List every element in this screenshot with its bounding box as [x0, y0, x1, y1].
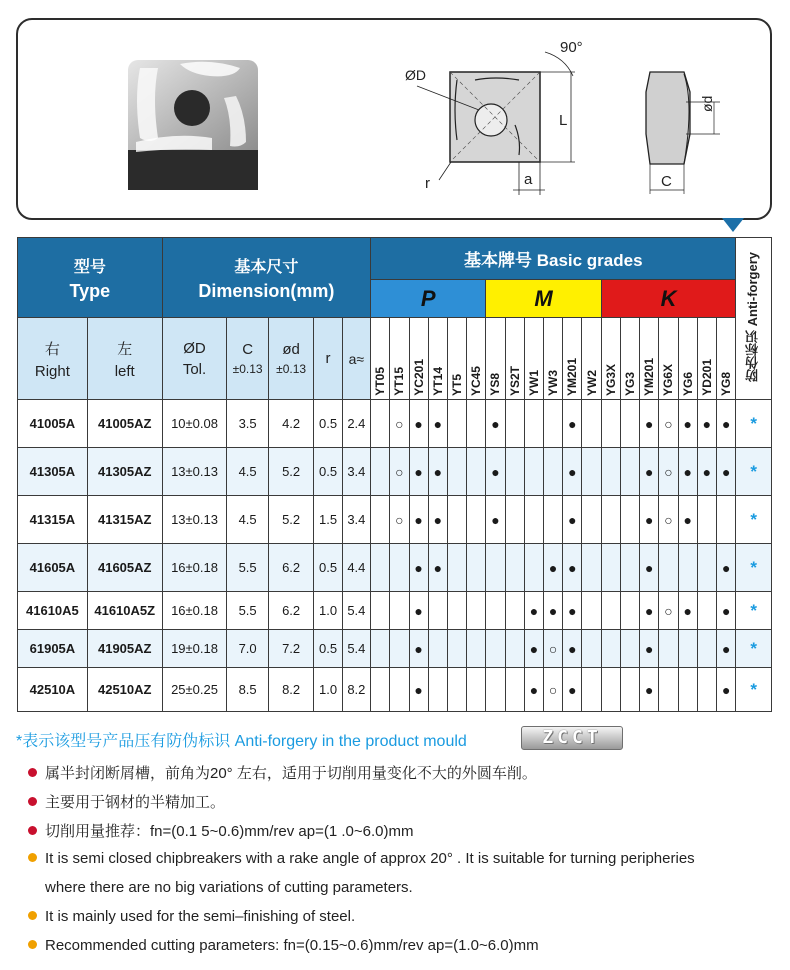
grade-mark: ●: [697, 448, 716, 496]
cell-d-tol: 16±0.18: [162, 544, 227, 592]
cell-a: 5.4: [342, 592, 370, 630]
grade-mark: ●: [409, 544, 428, 592]
grade-mark: [467, 668, 486, 712]
c-label: C: [661, 173, 672, 190]
cell-left-code: 41605AZ: [87, 544, 162, 592]
r-label: r: [425, 175, 430, 192]
cell-c: 5.5: [227, 544, 268, 592]
table-header-row-3: [18, 318, 772, 400]
grade-mark: [601, 630, 620, 668]
cell-d-tol: 10±0.08: [162, 400, 227, 448]
col-r: r: [314, 318, 342, 400]
cell-small-d: 6.2: [268, 592, 314, 630]
col-small-d: ød ±0.13: [268, 318, 314, 400]
grade-mark: [620, 496, 639, 544]
cell-left-code: 41905AZ: [87, 630, 162, 668]
bullet-text: 切削用量推荐：fn=(0.1 5~0.6)mm/rev ap=(1 .0~6.0)mm: [45, 823, 414, 840]
anti-forgery-header: 防伪标识 Anti-forgery: [736, 238, 772, 400]
bullet-dot-icon: [28, 940, 37, 949]
grade-mark: ●: [524, 630, 543, 668]
cell-a: 8.2: [342, 668, 370, 712]
grade-col-yt05: YT05: [371, 318, 390, 400]
grade-col-yt5: YT5: [447, 318, 466, 400]
cell-d-tol: 19±0.18: [162, 630, 227, 668]
grade-mark: ○: [390, 496, 409, 544]
grade-mark: [717, 496, 736, 544]
col-c: C ±0.13: [227, 318, 268, 400]
table-row: [18, 544, 772, 592]
grade-mark: [390, 630, 409, 668]
cell-right-code: 42510A: [18, 668, 88, 712]
grade-mark: [678, 544, 697, 592]
cell-left-code: 41005AZ: [87, 400, 162, 448]
grade-mark: [505, 592, 524, 630]
grade-mark: ●: [428, 448, 447, 496]
grade-mark: ○: [544, 668, 563, 712]
grade-mark: ●: [524, 592, 543, 630]
grade-mark: [544, 448, 563, 496]
table-row: [18, 400, 772, 448]
cell-r: 1.5: [314, 496, 342, 544]
cell-c: 7.0: [227, 630, 268, 668]
category-p: P: [371, 280, 486, 318]
cell-small-d: 5.2: [268, 496, 314, 544]
cell-d-tol: 13±0.13: [162, 448, 227, 496]
grade-mark: [659, 668, 678, 712]
grade-mark: ●: [640, 630, 659, 668]
grade-col-yg3x: YG3X: [601, 318, 620, 400]
grade-mark: [582, 400, 601, 448]
grade-mark: [697, 544, 716, 592]
grades-table: [17, 237, 772, 712]
anti-forgery-mark: *: [736, 668, 772, 712]
bullet-dot-icon: [28, 768, 37, 777]
table-row: [18, 496, 772, 544]
bullet-item: [28, 850, 695, 867]
grade-mark: [678, 630, 697, 668]
bullet-dot-icon: [28, 911, 37, 920]
grade-mark: [447, 544, 466, 592]
grade-mark: [371, 592, 390, 630]
grade-mark: ●: [563, 448, 582, 496]
grade-mark: [371, 400, 390, 448]
cell-left-code: 41610A5Z: [87, 592, 162, 630]
grade-mark: [601, 400, 620, 448]
table-header-row-1: [18, 238, 772, 280]
grade-col-ym201: YM201: [640, 318, 659, 400]
cell-small-d: 7.2: [268, 630, 314, 668]
grade-mark: [601, 544, 620, 592]
grade-col-yg6: YG6: [678, 318, 697, 400]
table-row: [18, 668, 772, 712]
grade-mark: [428, 630, 447, 668]
a-label: a: [524, 171, 533, 188]
table-body: [18, 400, 772, 712]
cell-r: 0.5: [314, 448, 342, 496]
pointer-arrow-icon: [722, 218, 744, 232]
grade-mark: ○: [659, 400, 678, 448]
grade-col-yg8: YG8: [717, 318, 736, 400]
bullet-text: It is semi closed chipbreakers with a rake angle of approx 20° . It is suitable for turning peripheries: [45, 850, 695, 867]
cell-a: 3.4: [342, 496, 370, 544]
insert-3d-image: [120, 58, 270, 193]
grade-mark: [697, 592, 716, 630]
cell-right-code: 41005A: [18, 400, 88, 448]
grade-mark: [524, 544, 543, 592]
grade-mark: ○: [659, 496, 678, 544]
cell-d-tol: 16±0.18: [162, 592, 227, 630]
grade-mark: ●: [409, 592, 428, 630]
grade-mark: [697, 668, 716, 712]
cell-c: 8.5: [227, 668, 268, 712]
grade-mark: ●: [409, 668, 428, 712]
grade-col-yg6x: YG6X: [659, 318, 678, 400]
grade-mark: [659, 630, 678, 668]
grade-mark: ●: [640, 448, 659, 496]
grade-mark: [447, 448, 466, 496]
grade-mark: [678, 668, 697, 712]
grade-mark: ●: [678, 448, 697, 496]
grade-mark: ●: [563, 630, 582, 668]
grade-mark: [505, 448, 524, 496]
grade-col-yt15: YT15: [390, 318, 409, 400]
cell-small-d: 4.2: [268, 400, 314, 448]
grade-col-yt14: YT14: [428, 318, 447, 400]
grade-mark: [601, 448, 620, 496]
bullet-text: 属半封闭断屑槽，前角为20° 左右，适用于切削用量变化不大的外圆车削。: [45, 765, 537, 782]
grade-mark: ●: [409, 448, 428, 496]
grade-mark: ●: [697, 400, 716, 448]
grade-mark: [620, 448, 639, 496]
grade-mark: [486, 668, 505, 712]
grade-mark: ●: [563, 496, 582, 544]
grade-mark: ●: [640, 544, 659, 592]
grade-mark: ●: [486, 400, 505, 448]
grade-mark: ●: [563, 668, 582, 712]
grade-mark: [390, 668, 409, 712]
grade-mark: [505, 544, 524, 592]
cell-left-code: 41315AZ: [87, 496, 162, 544]
grade-mark: ●: [524, 668, 543, 712]
grade-mark: [659, 544, 678, 592]
grade-mark: [544, 400, 563, 448]
grade-mark: [505, 400, 524, 448]
grade-mark: [601, 668, 620, 712]
bullet-dot-icon: [28, 882, 37, 891]
grade-mark: [620, 400, 639, 448]
cell-d-tol: 13±0.13: [162, 496, 227, 544]
cell-r: 1.0: [314, 592, 342, 630]
grade-mark: [544, 496, 563, 544]
cell-d-tol: 25±0.25: [162, 668, 227, 712]
cell-right-code: 41305A: [18, 448, 88, 496]
grade-mark: ●: [428, 544, 447, 592]
table-row: [18, 592, 772, 630]
anti-forgery-mark: *: [736, 630, 772, 668]
bullet-item: [28, 908, 355, 925]
grades-header: 基本牌号 Basic grades: [371, 238, 736, 280]
table-row: [18, 630, 772, 668]
grade-mark: [467, 630, 486, 668]
grade-mark: [467, 544, 486, 592]
grade-mark: [486, 630, 505, 668]
grade-mark: [582, 668, 601, 712]
bullet-item: [28, 879, 413, 896]
grade-mark: ●: [563, 592, 582, 630]
grade-mark: ●: [717, 448, 736, 496]
grade-mark: ○: [544, 630, 563, 668]
grade-mark: [371, 448, 390, 496]
cell-small-d: 8.2: [268, 668, 314, 712]
grade-mark: ○: [390, 400, 409, 448]
cell-a: 2.4: [342, 400, 370, 448]
grade-mark: ●: [486, 448, 505, 496]
bullet-text: Recommended cutting parameters: fn=(0.15~0.6)mm/rev ap=(1.0~6.0)mm: [45, 937, 539, 954]
grade-mark: ○: [390, 448, 409, 496]
grade-mark: [447, 496, 466, 544]
cell-c: 4.5: [227, 448, 268, 496]
cell-right-code: 41610A5: [18, 592, 88, 630]
cell-c: 5.5: [227, 592, 268, 630]
category-k: K: [601, 280, 736, 318]
anti-forgery-footnote: *表示该型号产品压有防伪标识 Anti-forgery in the product mould: [16, 733, 467, 750]
grade-mark: [601, 496, 620, 544]
grade-mark: [601, 592, 620, 630]
bullet-dot-icon: [28, 797, 37, 806]
cell-right-code: 61905A: [18, 630, 88, 668]
grade-mark: [467, 400, 486, 448]
grade-col-ym201: YM201: [563, 318, 582, 400]
cell-right-code: 41605A: [18, 544, 88, 592]
grade-mark: [505, 668, 524, 712]
cell-left-code: 41305AZ: [87, 448, 162, 496]
grade-mark: [467, 496, 486, 544]
cell-small-d: 5.2: [268, 448, 314, 496]
bullet-text: 主要用于钢材的半精加工。: [45, 794, 226, 811]
grade-mark: ●: [409, 496, 428, 544]
grade-mark: [524, 400, 543, 448]
grade-mark: ●: [640, 400, 659, 448]
grade-mark: ●: [717, 544, 736, 592]
cell-r: 0.5: [314, 630, 342, 668]
type-header: 型号 Type: [18, 238, 163, 318]
grade-mark: [467, 448, 486, 496]
grade-mark: ●: [563, 400, 582, 448]
grade-mark: [524, 448, 543, 496]
grade-mark: [582, 630, 601, 668]
grade-mark: [371, 630, 390, 668]
bullet-dot-icon: [28, 853, 37, 862]
grade-col-yw1: YW1: [524, 318, 543, 400]
grade-mark: [428, 592, 447, 630]
grade-mark: [524, 496, 543, 544]
dimension-header: 基本尺寸 Dimension(mm): [162, 238, 370, 318]
bullet-item: [28, 820, 413, 841]
grade-mark: ●: [717, 668, 736, 712]
grade-mark: [582, 496, 601, 544]
grade-mark: ●: [717, 630, 736, 668]
cell-a: 5.4: [342, 630, 370, 668]
grade-mark: [371, 496, 390, 544]
grade-mark: ●: [409, 630, 428, 668]
table-row: [18, 448, 772, 496]
bullet-item: [28, 937, 539, 954]
cell-small-d: 6.2: [268, 544, 314, 592]
col-left: 左 left: [87, 318, 162, 400]
grade-mark: [371, 544, 390, 592]
grade-mark: [447, 592, 466, 630]
grade-mark: [620, 630, 639, 668]
grade-mark: [486, 544, 505, 592]
grade-col-yw2: YW2: [582, 318, 601, 400]
anti-forgery-mark: *: [736, 400, 772, 448]
grade-mark: ●: [678, 592, 697, 630]
insert-front-view: [395, 30, 605, 210]
grade-mark: ●: [678, 496, 697, 544]
grade-mark: ●: [717, 592, 736, 630]
bullet-dot-icon: [28, 826, 37, 835]
angle-label: 90°: [560, 39, 583, 56]
grade-col-yg3: YG3: [620, 318, 639, 400]
grade-mark: ●: [544, 592, 563, 630]
cell-left-code: 42510AZ: [87, 668, 162, 712]
col-d: ØD Tol.: [162, 318, 227, 400]
grade-mark: [505, 496, 524, 544]
grade-col-yc45: YC45: [467, 318, 486, 400]
grade-mark: [582, 448, 601, 496]
grade-mark: ●: [486, 496, 505, 544]
grade-mark: ●: [544, 544, 563, 592]
bullet-text: It is mainly used for the semi–finishing of steel.: [45, 908, 356, 925]
small-d-label: ød: [699, 95, 715, 112]
cell-a: 4.4: [342, 544, 370, 592]
anti-forgery-mark: *: [736, 592, 772, 630]
grade-mark: ●: [409, 400, 428, 448]
grade-mark: ●: [428, 496, 447, 544]
grade-mark: ●: [678, 400, 697, 448]
grade-mark: [620, 592, 639, 630]
cell-c: 3.5: [227, 400, 268, 448]
grade-mark: ●: [640, 668, 659, 712]
grade-mark: ○: [659, 448, 678, 496]
d-label: ØD: [405, 67, 426, 83]
grade-mark: [505, 630, 524, 668]
grade-mark: ●: [640, 496, 659, 544]
grade-mark: [620, 668, 639, 712]
cell-r: 1.0: [314, 668, 342, 712]
grade-mark: [371, 668, 390, 712]
grade-col-yd201: YD201: [697, 318, 716, 400]
grade-mark: ●: [428, 400, 447, 448]
grade-mark: [697, 630, 716, 668]
l-label: L: [559, 112, 568, 129]
bullet-item: [28, 791, 225, 812]
grade-mark: [447, 630, 466, 668]
grade-mark: [447, 668, 466, 712]
cell-c: 4.5: [227, 496, 268, 544]
cell-r: 0.5: [314, 544, 342, 592]
insert-side-view: [630, 62, 730, 202]
grade-mark: [486, 592, 505, 630]
grade-col-ys8: YS8: [486, 318, 505, 400]
anti-forgery-mark: *: [736, 448, 772, 496]
grade-mark: [390, 544, 409, 592]
grade-mark: [428, 668, 447, 712]
col-right: 右 Right: [18, 318, 88, 400]
grade-mark: ○: [659, 592, 678, 630]
grade-mark: [620, 544, 639, 592]
grade-mark: [390, 592, 409, 630]
grade-mark: [467, 592, 486, 630]
bullet-item: [28, 762, 537, 783]
grade-mark: [447, 400, 466, 448]
grade-mark: ●: [717, 400, 736, 448]
grade-mark: [582, 544, 601, 592]
anti-forgery-mark: *: [736, 544, 772, 592]
grade-mark: ●: [640, 592, 659, 630]
cell-right-code: 41315A: [18, 496, 88, 544]
grade-mark: ●: [563, 544, 582, 592]
bullet-text: where there are no big variations of cutting parameters.: [45, 879, 413, 896]
col-a: a≈: [342, 318, 370, 400]
grade-col-ys2t: YS2T: [505, 318, 524, 400]
grade-mark: [582, 592, 601, 630]
grade-col-yw3: YW3: [544, 318, 563, 400]
anti-forgery-mark: *: [736, 496, 772, 544]
category-m: M: [486, 280, 601, 318]
grade-col-yc201: YC201: [409, 318, 428, 400]
cell-r: 0.5: [314, 400, 342, 448]
zcct-logo: ZCCT: [521, 726, 623, 750]
grade-mark: [697, 496, 716, 544]
cell-a: 3.4: [342, 448, 370, 496]
